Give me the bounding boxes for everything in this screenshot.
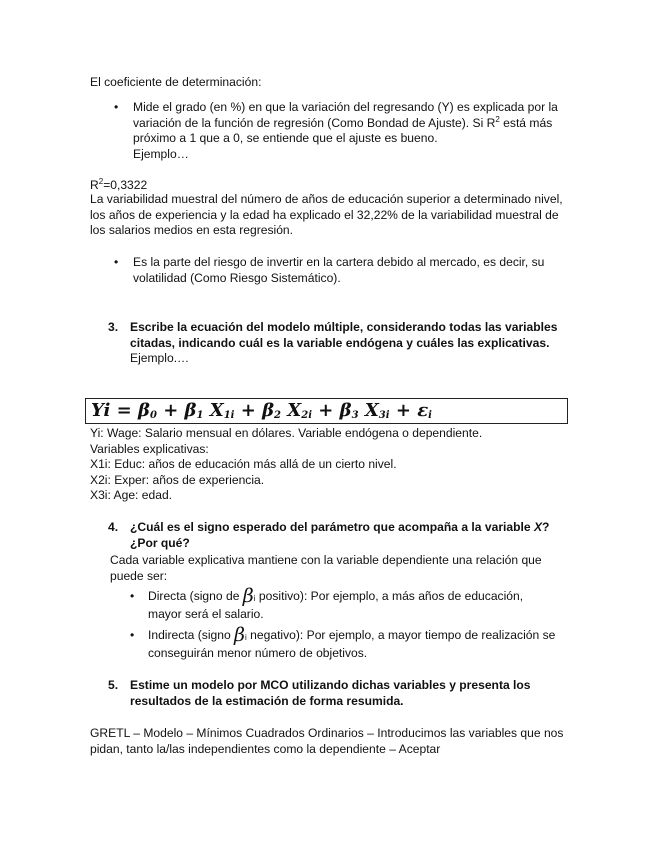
eq-beta3-sub: 3: [351, 410, 359, 421]
eq-x3-sub: 3i: [378, 410, 390, 421]
eq-beta3: β: [339, 400, 352, 421]
question-3-number: 3.: [108, 320, 119, 334]
eq-plus: +: [389, 400, 418, 421]
question-5: [108, 678, 570, 709]
var-x1: X1i: Educ: años de educación más allá de un cierto nivel.: [90, 457, 397, 472]
r2-label: R: [90, 178, 99, 192]
eq-beta1-sub: 1: [196, 410, 204, 421]
gretl-instructions: GRETL – Modelo – Mínimos Cuadrados Ordinarios – Introducimos las variables que nos pidan, tanto la/las independientes como la dependiente – Aceptar: [90, 726, 564, 756]
beta-symbol: β: [242, 585, 254, 607]
bullet-list-riesgo: [90, 255, 570, 286]
bullet-mide-text-2: está más próximo a 1 que a 0, se entiende que el ajuste es bueno.: [133, 115, 553, 146]
bullet-directa: [110, 585, 560, 622]
eq-x3: X: [358, 400, 379, 421]
eq-lhs: Yi: [91, 400, 111, 421]
eq-beta1: β: [184, 400, 197, 421]
eq-x1: X: [203, 400, 224, 421]
var-yi: Yi: Wage: Salario mensual en dólares. Variable endógena o dependiente.: [90, 426, 483, 440]
var-explicativas: Variables explicativas:: [90, 441, 209, 456]
var-x3: X3i: Age: edad.: [90, 488, 173, 503]
bullet-mide: [90, 100, 570, 162]
beta-subscript: i: [245, 633, 247, 643]
bullet-dot: •: [114, 100, 119, 114]
question-3-title: Escribe la ecuación del modelo múltiple, considerando todas las variables citadas, indicando cuál es la variable endógena y cuáles las explicativas.: [130, 320, 558, 350]
question-4-title-a: ¿Cuál es el signo esperado del parámetro que acompaña a la variable: [130, 520, 534, 534]
eq-beta2-sub: 2: [274, 410, 282, 421]
eq-x2: X: [281, 400, 302, 421]
bullet-mide-example: Ejemplo…: [133, 146, 189, 161]
eq-epsilon: ε: [417, 400, 429, 421]
bullet-riesgo: [90, 255, 570, 286]
coef-heading: El coeficiente de determinación:: [90, 75, 262, 89]
eq-x1-sub: 1i: [223, 410, 235, 421]
question-4-title-x: X: [533, 520, 543, 534]
bullet-mide-text: Mide el grado (en %) en que la variación del regresando (Y) es explicada por la variación de la función de regresión (Como Bondad de Ajuste). Si R: [133, 100, 558, 130]
eq-beta2: β: [262, 400, 275, 421]
bullet-indirecta-pre: Indirecta (signo: [148, 628, 235, 643]
bullet-riesgo-text: Es la parte del riesgo de invertir en la cartera debido al mercado, es decir, su volatilidad (Como Riesgo Sistemático).: [133, 255, 545, 285]
question-4-title: [130, 520, 549, 550]
bullet-directa-post: positivo): Por ejemplo, a más años de educación, mayor será el salario.: [148, 589, 524, 621]
question-4-title-b: ? ¿Por qué?: [130, 520, 550, 550]
question-4-number: 4.: [108, 520, 119, 534]
eq-beta0-sub: 0: [149, 410, 157, 421]
var-x2: X2i: Exper: años de experiencia.: [90, 472, 265, 487]
eq-epsilon-sub: i: [428, 410, 432, 421]
beta-subscript: i: [253, 594, 256, 603]
r2-value: =0,3322: [103, 178, 148, 192]
question-4-paragraph: Cada variable explicativa mantiene con la variable dependiente una relación que puede ser:: [110, 553, 542, 583]
question-3-example: Ejemplo.…: [130, 351, 190, 366]
bullet-dot: •: [130, 589, 135, 603]
eq-plus: +: [156, 400, 185, 421]
bullet-dot: •: [130, 628, 135, 643]
eq-plus: +: [312, 400, 340, 421]
bullet-indirecta: [110, 624, 560, 661]
eq-x2-sub: 2i: [301, 410, 313, 421]
bullet-indirecta-post: negativo): Por ejemplo, a mayor tiempo de realización se conseguirán menor número de objetivos.: [148, 628, 556, 660]
bullet-directa-pre: Directa (signo de: [148, 589, 243, 603]
question-4: [108, 520, 570, 551]
question-5-number: 5.: [108, 678, 119, 692]
regression-equation: [91, 400, 432, 427]
eq-equals: =: [110, 400, 138, 421]
beta-symbol: β: [234, 624, 246, 647]
eq-beta0: β: [138, 400, 150, 421]
equation-box: [85, 398, 568, 424]
question-3: [108, 320, 580, 367]
variables-block: [90, 426, 570, 504]
bullet-dot: •: [114, 255, 119, 269]
bullet-list-signo: [110, 585, 560, 661]
eq-plus: +: [234, 400, 263, 421]
r2-value-superscript: 2: [98, 177, 104, 186]
r2-paragraph: La variabilidad muestral del número de años de educación superior a determinado nivel, los años de experiencia y la edad ha explicado el 32,22% de la variabilidad muestral de los salarios medios en esta regresión.: [90, 192, 563, 238]
bullet-list-coef: [90, 100, 570, 162]
r2-superscript: 2: [495, 114, 500, 124]
question-5-title: Estime un modelo por MCO utilizando dichas variables y presenta los resultados de la estimación de forma resumida.: [130, 678, 531, 708]
